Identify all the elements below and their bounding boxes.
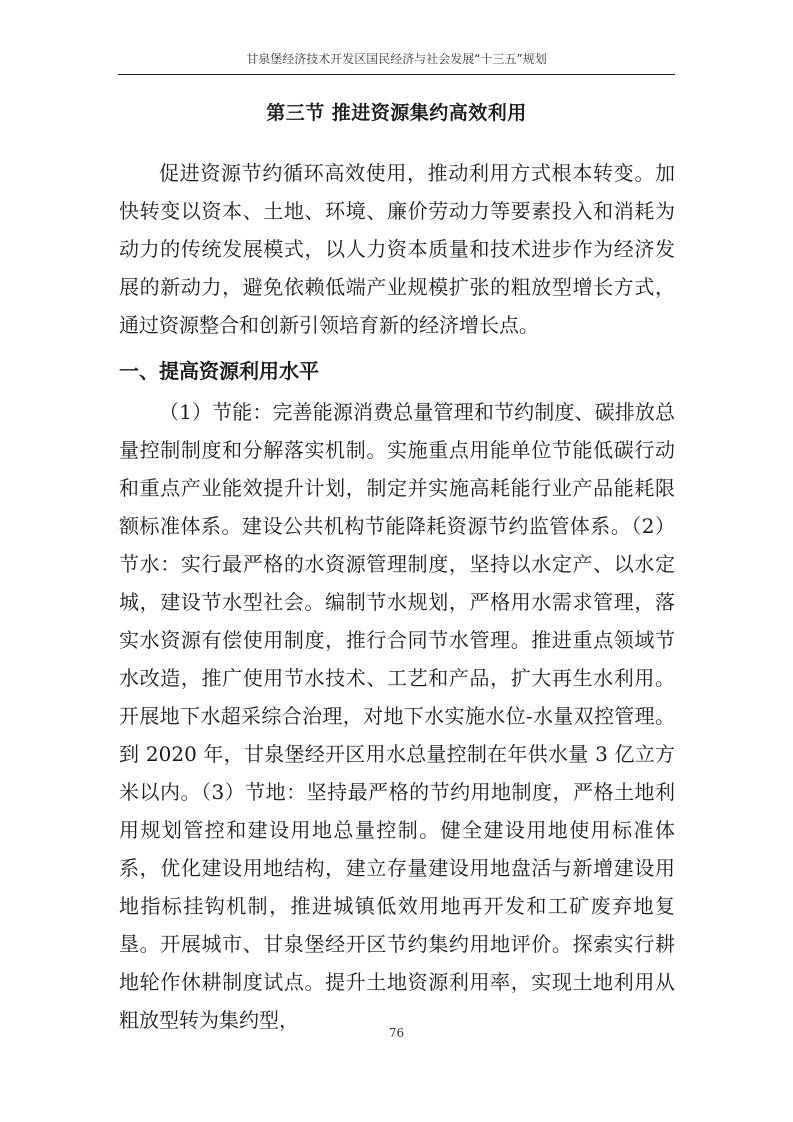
intro-paragraph: 促进资源节约循环高效使用，推动利用方式根本转变。加快转变以资本、土地、环境、廉价劳动力等要素投入和消耗为动力的传统发展模式，以人力资本质量和技术进步作为经济发展的新动力，避免依赖低端产业规模扩张的粗放型增长方式，通过资源整合和创新引领培育新的经济增长点。: [119, 161, 675, 337]
subsection-heading: 一、提高资源利用水平: [119, 359, 319, 383]
subsection-paragraph: （1）节能：完善能源消费总量管理和节约制度、碳排放总量控制制度和分解落实机制。实施重点用能单位节能低碳行动和重点产业能效提升计划，制定并实施高耗能行业产品能耗限额标准体系。建设公共机构节能降耗资源节约监管体系。（2）节水：实行最严格的水资源管理制度，坚持以水定产、以水定城，建设节水型社会。编制节水规划，严格用水需求管理，落实水资源有偿使用制度，推行合同节水管理。推进重点领域节水改造，推广使用节水技术、工艺和产品，扩大再生水利用。开展地下水超采综合治理，对地下水实施水位-水量双控管理。到 2020 年，甘泉堡经开区用水总量控制在年供水量 3 亿立方米以内。（3）节地：坚持最严格的节约用地制度，严格土地利用规划管控和建设用地总量控制。健全建设用地使用标准体系，优化建设用地结构，建立存量建设用地盘活与新增建设用地指标挂钩机制，推进城镇低效用地再开发和工矿废弃地复垦。开展城市、甘泉堡经开区节约集约用地评价。探索实行耕地轮作休耕制度试点。提升土地资源利用率，实现土地利用从粗放型转为集约型，: [119, 400, 675, 1032]
section-title: 第三节 推进资源集约高效利用: [266, 102, 527, 124]
header-divider: [118, 74, 675, 75]
running-header: 甘泉堡经济技术开发区国民经济与社会发展“十三五”规划: [246, 52, 547, 66]
page-number: 76: [388, 1026, 405, 1040]
